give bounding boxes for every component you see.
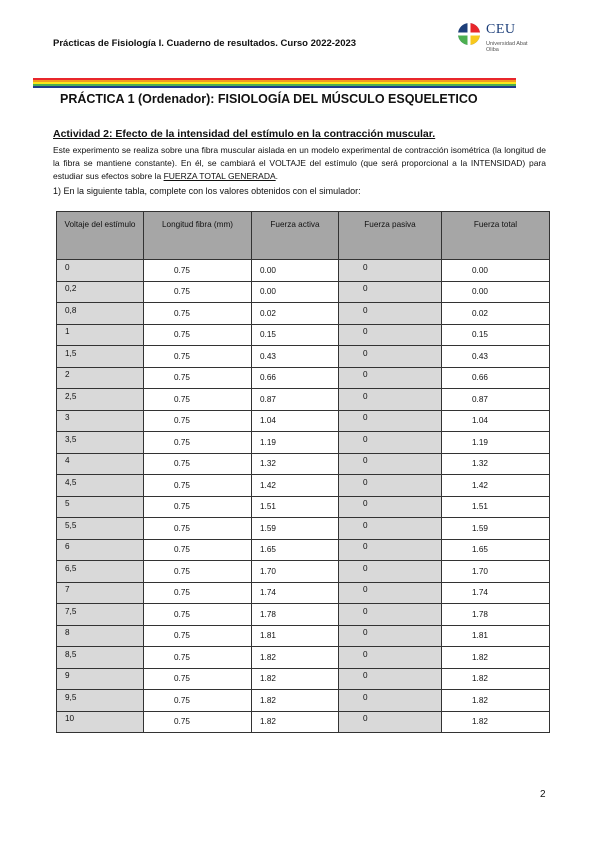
cell-active-force <box>252 711 339 733</box>
cell-active-force-value: 1.82 <box>260 674 276 684</box>
cell-voltage <box>57 260 144 282</box>
cell-voltage <box>57 389 144 411</box>
cell-voltage <box>57 604 144 626</box>
cell-voltage-value: 8 <box>65 628 70 638</box>
cell-active-force-value: 0.66 <box>260 373 276 383</box>
table-row <box>57 582 550 604</box>
cell-passive-force-value: 0 <box>363 520 368 530</box>
cell-total-force-value: 0.66 <box>472 373 488 383</box>
cell-active-force <box>252 281 339 303</box>
cell-active-force-value: 1.81 <box>260 631 276 641</box>
cell-voltage <box>57 647 144 669</box>
cell-length <box>144 281 252 303</box>
cell-passive-force <box>339 647 442 669</box>
cell-total-force-value: 0.15 <box>472 330 488 340</box>
cell-passive-force <box>339 281 442 303</box>
cell-passive-force <box>339 389 442 411</box>
cell-total-force-value: 0.00 <box>472 265 488 275</box>
cell-active-force <box>252 561 339 583</box>
cell-length <box>144 432 252 454</box>
cell-voltage-value: 1,5 <box>65 348 77 358</box>
cell-total-force-value: 0.02 <box>472 308 488 318</box>
cell-active-force <box>252 389 339 411</box>
cell-length-value: 0.75 <box>174 695 190 705</box>
cell-passive-force-value: 0 <box>363 499 368 509</box>
cell-active-force <box>252 432 339 454</box>
cell-passive-force <box>339 346 442 368</box>
cell-length-value: 0.75 <box>174 652 190 662</box>
cell-passive-force-value: 0 <box>363 391 368 401</box>
cell-voltage-value: 7,5 <box>65 606 77 616</box>
cell-length <box>144 346 252 368</box>
table-row <box>57 668 550 690</box>
table-row <box>57 432 550 454</box>
table-row <box>57 281 550 303</box>
cell-length-value: 0.75 <box>174 588 190 598</box>
cell-passive-force-value: 0 <box>363 434 368 444</box>
cell-voltage <box>57 303 144 325</box>
cell-active-force <box>252 690 339 712</box>
cell-active-force <box>252 625 339 647</box>
cell-voltage <box>57 668 144 690</box>
cell-active-force-value: 1.42 <box>260 480 276 490</box>
cell-total-force-value: 0.00 <box>472 287 488 297</box>
cell-total-force <box>442 668 550 690</box>
cell-voltage <box>57 582 144 604</box>
cell-total-force-value: 0.87 <box>472 394 488 404</box>
cell-total-force <box>442 647 550 669</box>
cell-length <box>144 496 252 518</box>
cell-length <box>144 690 252 712</box>
cell-active-force-value: 1.32 <box>260 459 276 469</box>
question-text: 1) En la siguiente tabla, complete con los valores obtenidos con el simulador: <box>53 186 361 196</box>
cell-total-force-value: 1.81 <box>472 631 488 641</box>
cell-length <box>144 582 252 604</box>
table-row <box>57 303 550 325</box>
table-header-row <box>57 212 550 260</box>
table-row <box>57 367 550 389</box>
cell-active-force <box>252 539 339 561</box>
cell-active-force-value: 1.19 <box>260 437 276 447</box>
cell-total-force-value: 1.82 <box>472 652 488 662</box>
cell-length <box>144 367 252 389</box>
cell-active-force-value: 1.51 <box>260 502 276 512</box>
cell-length-value: 0.75 <box>174 459 190 469</box>
cell-total-force <box>442 582 550 604</box>
cell-passive-force <box>339 711 442 733</box>
cell-passive-force <box>339 303 442 325</box>
cell-length <box>144 453 252 475</box>
logo-name: CEU <box>486 22 516 37</box>
cell-active-force-value: 0.00 <box>260 287 276 297</box>
paragraph-end: . <box>275 171 279 181</box>
cell-voltage-value: 6,5 <box>65 563 77 573</box>
cell-voltage <box>57 410 144 432</box>
cell-voltage-value: 4,5 <box>65 477 77 487</box>
cell-voltage <box>57 539 144 561</box>
cell-passive-force <box>339 496 442 518</box>
cell-passive-force-value: 0 <box>363 692 368 702</box>
cell-voltage-value: 3 <box>65 413 70 423</box>
cell-total-force-value: 1.32 <box>472 459 488 469</box>
cell-total-force <box>442 690 550 712</box>
cell-voltage <box>57 432 144 454</box>
cell-length-value: 0.75 <box>174 523 190 533</box>
cell-total-force-value: 1.82 <box>472 695 488 705</box>
header-voltage: Voltaje del estímulo <box>57 212 144 260</box>
cell-total-force-value: 1.82 <box>472 717 488 727</box>
cell-total-force <box>442 625 550 647</box>
cell-active-force-value: 0.02 <box>260 308 276 318</box>
header-total-force: Fuerza total <box>442 212 550 260</box>
cell-active-force <box>252 668 339 690</box>
cell-total-force <box>442 711 550 733</box>
cell-total-force <box>442 539 550 561</box>
cell-active-force <box>252 367 339 389</box>
cell-length-value: 0.75 <box>174 437 190 447</box>
cell-total-force <box>442 303 550 325</box>
paragraph-text: Este experimento se realiza sobre una fibra muscular aislada en un modelo experimental de contracción isométrica (la longitud de la fibra se mantiene constante). En él, se cambiará el VOLTAJE del estímulo (que será proporcional a la INTENSIDAD) para estudiar sus efectos sobre la <box>53 145 546 181</box>
cell-voltage-value: 7 <box>65 585 70 595</box>
cell-active-force-value: 0.15 <box>260 330 276 340</box>
cell-passive-force <box>339 539 442 561</box>
cell-passive-force <box>339 625 442 647</box>
header-active-force: Fuerza activa <box>252 212 339 260</box>
cell-voltage-value: 6 <box>65 542 70 552</box>
page-number: 2 <box>540 789 546 800</box>
cell-passive-force <box>339 367 442 389</box>
cell-length <box>144 561 252 583</box>
header-passive-force: Fuerza pasiva <box>339 212 442 260</box>
cell-voltage-value: 9 <box>65 671 70 681</box>
cell-total-force-value: 1.82 <box>472 674 488 684</box>
cell-length-value: 0.75 <box>174 265 190 275</box>
cell-voltage <box>57 561 144 583</box>
cell-active-force-value: 1.04 <box>260 416 276 426</box>
cell-length <box>144 410 252 432</box>
cell-total-force <box>442 389 550 411</box>
cell-length <box>144 324 252 346</box>
paragraph-underlined: FUERZA TOTAL GENERADA <box>163 171 276 181</box>
cell-passive-force-value: 0 <box>363 714 368 724</box>
cell-voltage-value: 5,5 <box>65 520 77 530</box>
cell-voltage-value: 1 <box>65 327 70 337</box>
table-row <box>57 625 550 647</box>
cell-total-force-value: 1.59 <box>472 523 488 533</box>
cell-passive-force-value: 0 <box>363 585 368 595</box>
cell-active-force-value: 1.70 <box>260 566 276 576</box>
cell-length <box>144 389 252 411</box>
cell-passive-force-value: 0 <box>363 477 368 487</box>
cell-passive-force <box>339 410 442 432</box>
cell-length-value: 0.75 <box>174 674 190 684</box>
table-row <box>57 539 550 561</box>
cell-length-value: 0.75 <box>174 609 190 619</box>
cell-active-force-value: 1.78 <box>260 609 276 619</box>
cell-passive-force <box>339 475 442 497</box>
cell-active-force-value: 0.43 <box>260 351 276 361</box>
cell-active-force <box>252 582 339 604</box>
cell-active-force <box>252 604 339 626</box>
logo-subtitle: Universidad Abat Oliba <box>486 41 528 53</box>
cell-passive-force-value: 0 <box>363 628 368 638</box>
cell-passive-force-value: 0 <box>363 456 368 466</box>
cell-total-force-value: 1.51 <box>472 502 488 512</box>
header-length: Longitud fibra (mm) <box>144 212 252 260</box>
activity-title: Actividad 2: Efecto de la intensidad del estímulo en la contracción muscular. <box>53 128 436 140</box>
cell-passive-force <box>339 432 442 454</box>
cell-passive-force <box>339 582 442 604</box>
cell-active-force-value: 1.74 <box>260 588 276 598</box>
cell-passive-force <box>339 453 442 475</box>
cell-active-force <box>252 647 339 669</box>
cell-total-force <box>442 260 550 282</box>
intro-paragraph <box>53 144 546 183</box>
cell-length-value: 0.75 <box>174 308 190 318</box>
cell-passive-force-value: 0 <box>363 370 368 380</box>
cell-total-force <box>442 518 550 540</box>
cell-passive-force <box>339 561 442 583</box>
cell-length-value: 0.75 <box>174 373 190 383</box>
cell-active-force <box>252 453 339 475</box>
cell-active-force <box>252 496 339 518</box>
cell-active-force <box>252 324 339 346</box>
cell-voltage <box>57 281 144 303</box>
cell-length <box>144 475 252 497</box>
cell-passive-force-value: 0 <box>363 305 368 315</box>
table-row <box>57 561 550 583</box>
cell-passive-force <box>339 324 442 346</box>
cell-total-force-value: 1.65 <box>472 545 488 555</box>
cell-length-value: 0.75 <box>174 330 190 340</box>
header-title: Prácticas de Fisiología I. Cuaderno de resultados. Curso 2022-2023 <box>53 38 357 49</box>
cell-total-force <box>442 453 550 475</box>
cell-length-value: 0.75 <box>174 351 190 361</box>
table-row <box>57 647 550 669</box>
cell-length <box>144 647 252 669</box>
cell-voltage-value: 8,5 <box>65 649 77 659</box>
cell-passive-force-value: 0 <box>363 327 368 337</box>
cell-active-force-value: 1.59 <box>260 523 276 533</box>
cell-voltage-value: 10 <box>65 714 75 724</box>
cell-active-force <box>252 303 339 325</box>
cell-passive-force-value: 0 <box>363 671 368 681</box>
cell-active-force-value: 1.82 <box>260 717 276 727</box>
cell-total-force <box>442 367 550 389</box>
cell-voltage-value: 0 <box>65 262 70 272</box>
table-row <box>57 389 550 411</box>
cell-active-force-value: 0.87 <box>260 394 276 404</box>
cell-total-force <box>442 432 550 454</box>
cell-length-value: 0.75 <box>174 394 190 404</box>
cell-voltage-value: 5 <box>65 499 70 509</box>
cell-passive-force <box>339 690 442 712</box>
cell-passive-force-value: 0 <box>363 606 368 616</box>
cell-active-force <box>252 346 339 368</box>
cell-voltage <box>57 453 144 475</box>
cell-passive-force <box>339 518 442 540</box>
cell-voltage <box>57 367 144 389</box>
cell-passive-force <box>339 604 442 626</box>
cell-total-force <box>442 410 550 432</box>
cell-voltage-value: 4 <box>65 456 70 466</box>
table-row <box>57 475 550 497</box>
cell-voltage <box>57 324 144 346</box>
cell-active-force-value: 0.00 <box>260 265 276 275</box>
cell-voltage-value: 0,8 <box>65 305 77 315</box>
cell-voltage <box>57 711 144 733</box>
cell-voltage-value: 9,5 <box>65 692 77 702</box>
cell-voltage-value: 2 <box>65 370 70 380</box>
cell-passive-force <box>339 260 442 282</box>
cell-total-force <box>442 496 550 518</box>
table-row <box>57 518 550 540</box>
cell-voltage <box>57 496 144 518</box>
cell-voltage-value: 3,5 <box>65 434 77 444</box>
color-stripes <box>33 78 516 90</box>
table-row <box>57 324 550 346</box>
cell-length <box>144 539 252 561</box>
cell-active-force-value: 1.65 <box>260 545 276 555</box>
cell-passive-force-value: 0 <box>363 284 368 294</box>
page-title: PRÁCTICA 1 (Ordenador): FISIOLOGÍA DEL MÚSCULO ESQUELETICO <box>60 92 478 106</box>
cell-active-force-value: 1.82 <box>260 695 276 705</box>
table-row <box>57 453 550 475</box>
cell-passive-force-value: 0 <box>363 542 368 552</box>
cell-total-force-value: 1.70 <box>472 566 488 576</box>
cell-passive-force-value: 0 <box>363 348 368 358</box>
cell-length <box>144 668 252 690</box>
cell-length-value: 0.75 <box>174 480 190 490</box>
cell-length-value: 0.75 <box>174 717 190 727</box>
cell-passive-force-value: 0 <box>363 563 368 573</box>
cell-passive-force-value: 0 <box>363 649 368 659</box>
cell-voltage-value: 2,5 <box>65 391 77 401</box>
table-row <box>57 346 550 368</box>
cell-length <box>144 604 252 626</box>
cell-active-force <box>252 410 339 432</box>
cell-total-force-value: 1.19 <box>472 437 488 447</box>
table-row <box>57 496 550 518</box>
cell-total-force <box>442 324 550 346</box>
cell-total-force <box>442 604 550 626</box>
table-row <box>57 260 550 282</box>
cell-active-force-value: 1.82 <box>260 652 276 662</box>
cell-total-force-value: 1.04 <box>472 416 488 426</box>
cell-length <box>144 625 252 647</box>
table-row <box>57 604 550 626</box>
cell-length <box>144 303 252 325</box>
cell-length <box>144 518 252 540</box>
stripe-blue <box>33 86 516 88</box>
cell-active-force <box>252 260 339 282</box>
cell-passive-force-value: 0 <box>363 413 368 423</box>
cell-active-force <box>252 475 339 497</box>
cell-voltage <box>57 518 144 540</box>
cell-length-value: 0.75 <box>174 545 190 555</box>
cell-voltage <box>57 346 144 368</box>
cell-voltage <box>57 625 144 647</box>
cell-passive-force-value: 0 <box>363 262 368 272</box>
cell-passive-force <box>339 668 442 690</box>
cell-voltage-value: 0,2 <box>65 284 77 294</box>
cell-length-value: 0.75 <box>174 566 190 576</box>
cell-total-force-value: 0.43 <box>472 351 488 361</box>
cell-length-value: 0.75 <box>174 631 190 641</box>
cell-total-force <box>442 475 550 497</box>
cell-length <box>144 260 252 282</box>
cell-voltage <box>57 690 144 712</box>
cell-total-force <box>442 561 550 583</box>
table-row <box>57 410 550 432</box>
table-row <box>57 690 550 712</box>
cell-length-value: 0.75 <box>174 416 190 426</box>
cell-total-force-value: 1.74 <box>472 588 488 598</box>
cell-total-force-value: 1.42 <box>472 480 488 490</box>
cell-voltage <box>57 475 144 497</box>
results-table <box>56 211 550 733</box>
cell-length <box>144 711 252 733</box>
cell-active-force <box>252 518 339 540</box>
cell-length-value: 0.75 <box>174 287 190 297</box>
cell-total-force <box>442 346 550 368</box>
cell-total-force <box>442 281 550 303</box>
cell-length-value: 0.75 <box>174 502 190 512</box>
cell-total-force-value: 1.78 <box>472 609 488 619</box>
table-row <box>57 711 550 733</box>
